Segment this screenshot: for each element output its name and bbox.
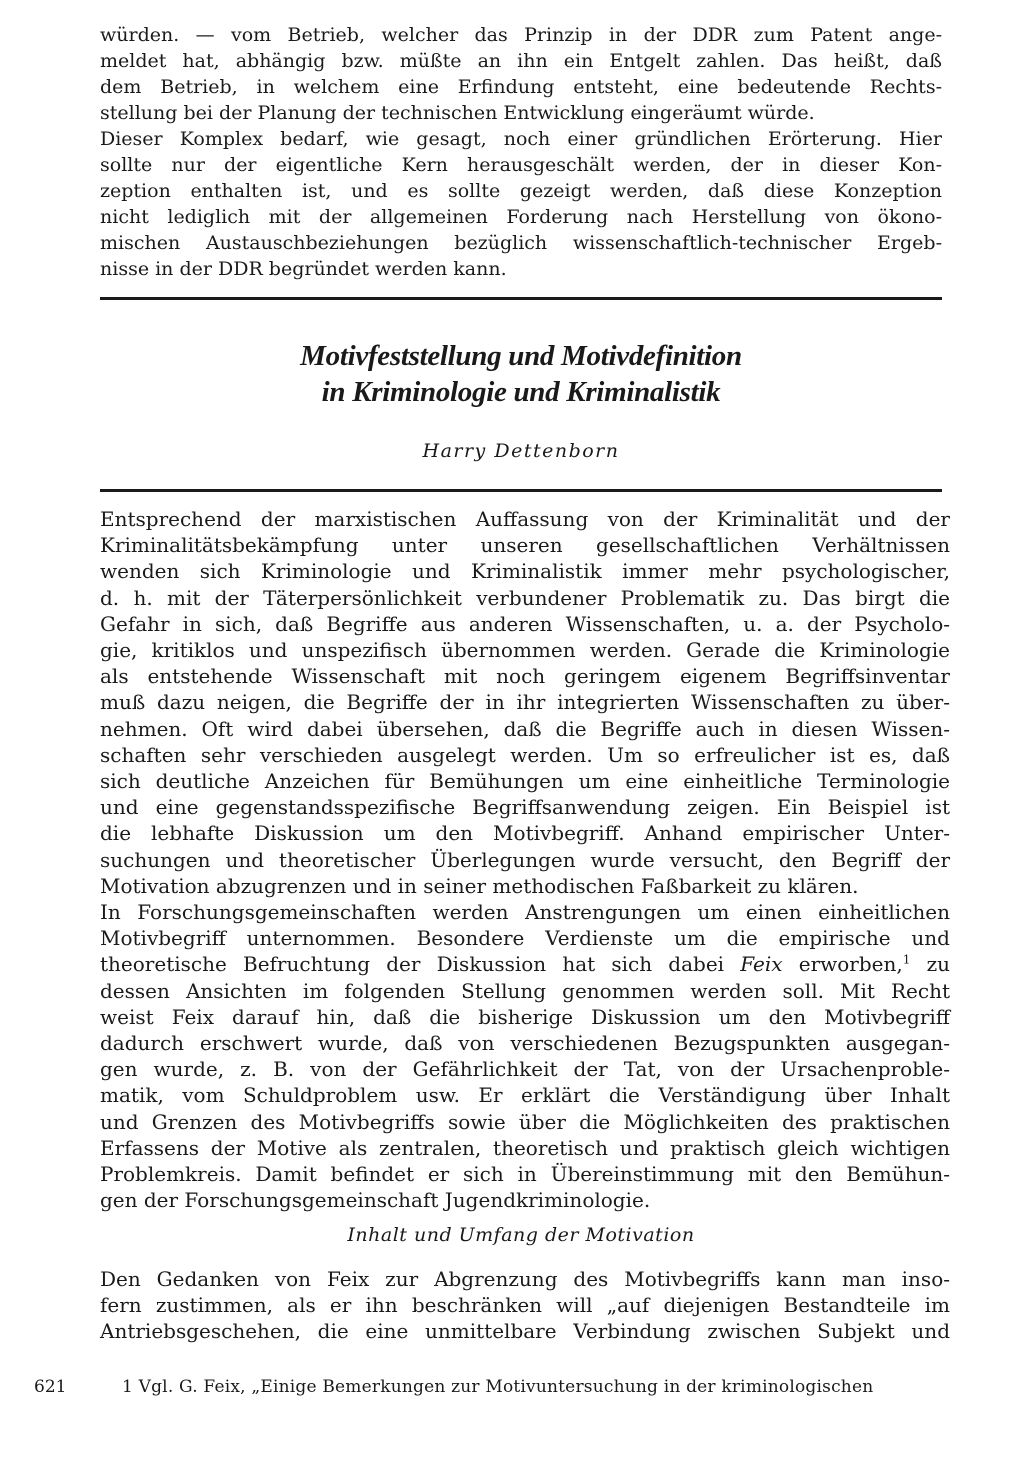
text-line: Dieser Komplex bedarf, wie gesagt, noch einer gründlichen Erörterung. Hier <box>100 128 942 150</box>
article-author: Harry Dettenborn <box>422 440 620 462</box>
text-line: Gefahr in sich, daß Begriffe aus anderen Wissenschaften, u. a. der Psycholo- <box>100 611 950 636</box>
text-line: Motivbegriff unternommen. Besondere Verdienste um die empirische und <box>100 926 950 951</box>
text-line: fern zustimmen, als er ihn beschränken will „auf diejenigen Bestandteile im <box>100 1293 950 1318</box>
text-line: nehmen. Oft wird dabei übersehen, daß die Begriffe auch in diesen Wissen- <box>100 716 950 741</box>
section-divider-bottom <box>100 489 942 492</box>
text-line: nicht lediglich mit der allgemeinen Forderung nach Herstellung von ökono- <box>100 206 942 228</box>
text-fragment: zu <box>910 952 950 977</box>
text-line: die lebhafte Diskussion um den Motivbegriff. Anhand empirischer Unter- <box>100 821 950 846</box>
text-line: meldet hat, abhängig bzw. müßte an ihn ein Entgelt zahlen. Das heißt, daß <box>100 50 942 72</box>
article-title <box>100 338 942 410</box>
text-line-with-footnote <box>100 951 950 977</box>
page-number: 621 <box>34 1377 67 1397</box>
text-line: stellung bei der Planung der technischen Entwicklung eingeräumt würde. <box>100 102 815 124</box>
article-body-paragraph-3 <box>100 1266 950 1345</box>
text-line: sollte nur der eigentliche Kern herausgeschält werden, der in dieser Kon- <box>100 154 942 176</box>
text-line: weist Feix darauf hin, daß die bisherige Diskussion um den Motivbegriff <box>100 1004 950 1029</box>
text-line: gen wurde, z. B. von der Gefährlichkeit der Tat, von der Ursachenproble- <box>100 1057 950 1082</box>
text-line: Antriebsgeschehen, die eine unmittelbare Verbindung zwischen Subjekt und <box>100 1319 950 1344</box>
text-line: würden. — vom Betrieb, welcher das Prinzip in der DDR zum Patent ange- <box>100 24 942 46</box>
text-line: wenden sich Kriminologie und Kriminalistik immer mehr psychologischer, <box>100 559 950 584</box>
footnote-reference[interactable]: 1 <box>902 952 911 967</box>
text-line: suchungen und theoretischer Überlegungen wurde versucht, den Begriff der <box>100 847 950 872</box>
text-line: sich deutliche Anzeichen für Bemühungen um eine einheitliche Terminologie <box>100 769 950 794</box>
text-line: schaften sehr verschieden ausgelegt werden. Um so erfreulicher ist es, daß <box>100 742 950 767</box>
previous-article-text <box>100 22 942 282</box>
text-fragment: theoretische Befruchtung der Diskussion hat sich dabei <box>100 952 741 977</box>
section-subheading: Inhalt und Umfang der Motivation <box>347 1224 695 1246</box>
text-line: Erfassens der Motive als zentralen, theoretisch und praktisch gleich wichtigen <box>100 1135 950 1160</box>
text-line: muß dazu neigen, die Begriffe der in ihr integrierten Wissenschaften zu über- <box>100 690 950 715</box>
text-line: Den Gedanken von Feix zur Abgrenzung des Motivbegriffs kann man inso- <box>100 1267 950 1291</box>
text-line: nisse in der DDR begründet werden kann. <box>100 258 507 280</box>
text-line: d. h. mit der Täterpersönlichkeit verbundener Problematik zu. Das birgt die <box>100 585 950 610</box>
text-line: zeption enthalten ist, und es sollte gezeigt werden, daß diese Konzeption <box>100 180 942 202</box>
text-line: Motivation abzugrenzen und in seiner methodischen Faßbarkeit zu klären. <box>100 873 859 898</box>
text-line: als entstehende Wissenschaft mit noch geringem eigenem Begriffsinventar <box>100 664 950 689</box>
text-line: matik, vom Schuldproblem usw. Er erklärt die Verständigung über Inhalt <box>100 1083 950 1108</box>
cited-author-name: Feix <box>740 952 783 977</box>
text-line: und eine gegenstandsspezifische Begriffsanwendung zeigen. Ein Beispiel ist <box>100 795 950 820</box>
text-line: In Forschungsgemeinschaften werden Anstrengungen um einen einheitlichen <box>100 900 950 925</box>
article-title-line-1: Motivfeststellung und Motivdefinition <box>300 340 742 372</box>
section-divider-top <box>100 297 942 300</box>
text-fragment: erworben, <box>782 952 903 977</box>
text-line: gen der Forschungsgemeinschaft Jugendkriminologie. <box>100 1188 651 1213</box>
text-line: gie, kritiklos und unspezifisch übernommen werden. Gerade die Kriminologie <box>100 638 950 663</box>
text-line: dem Betrieb, in welchem eine Erfindung entsteht, eine bedeutende Rechts- <box>100 76 942 98</box>
article-body-paragraph-1 <box>100 506 950 1213</box>
text-line: Entsprechend der marxistischen Auffassung von der Kriminalität und der <box>100 507 950 531</box>
text-line: und Grenzen des Motivbegriffs sowie über die Möglichkeiten des praktischen <box>100 1109 950 1134</box>
text-line: Kriminalitätsbekämpfung unter unseren gesellschaftlichen Verhältnissen <box>100 533 950 558</box>
article-title-line-2: in Kriminologie und Kriminalistik <box>321 376 721 408</box>
text-line: dessen Ansichten im folgenden Stellung genommen werden soll. Mit Recht <box>100 978 950 1003</box>
text-line: mischen Austauschbeziehungen bezüglich wissenschaftlich-technischer Ergeb- <box>100 232 942 254</box>
text-line: Problemkreis. Damit befindet er sich in Übereinstimmung mit den Bemühun- <box>100 1162 950 1187</box>
text-line: dadurch erschwert wurde, daß von verschiedenen Bezugspunkten ausgegan- <box>100 1031 950 1056</box>
footnote-text: 1 Vgl. G. Feix, „Einige Bemerkungen zur Motivuntersuchung in der kriminologischen <box>122 1377 874 1397</box>
